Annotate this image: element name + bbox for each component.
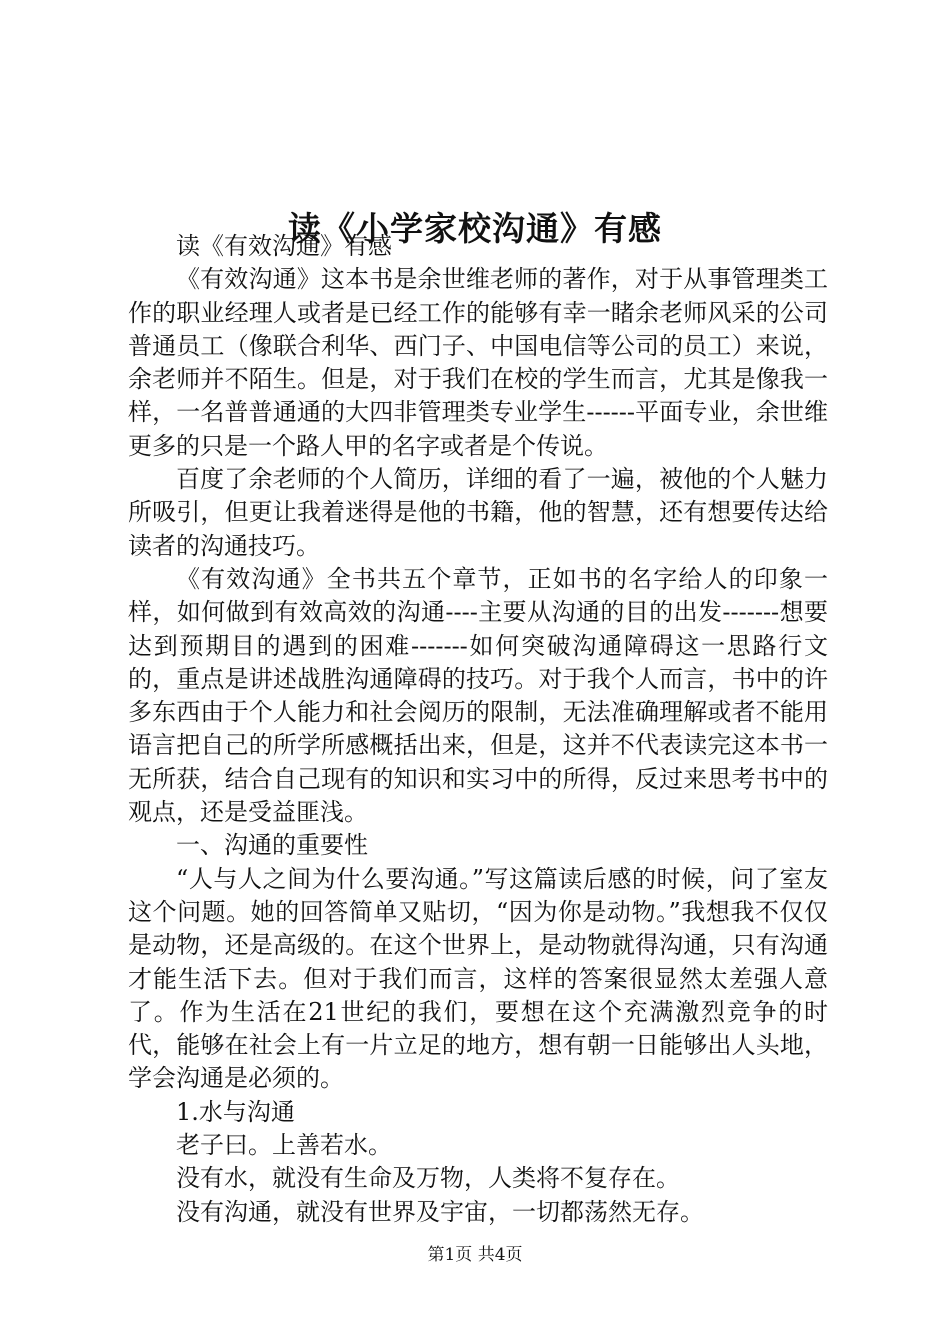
body-paragraph: “人与人之间为什么要沟通。”写这篇读后感的时候，问了室友这个问题。她的回答简单又贴切，“因为你是动物。”我想我不仅仅是动物，还是高级的。在这个世界上，是动物就得沟通，只有沟通才能生活下去。但对于我们而言，这样的答案很显然太差强人意了。作为生活在21世纪的我们，要想在这个充满激烈竞争的时代，能够在社会上有一片立足的地方，想有朝一日能够出人头地，学会沟通是必须的。 [128, 864, 828, 1093]
document-body [128, 230, 828, 1229]
body-paragraph: 没有水，就没有生命及万物，人类将不复存在。 [176, 1164, 680, 1193]
subtitle-paragraph: 读《有效沟通》有感 [176, 232, 392, 260]
subsection-heading: 1.水与沟通 [176, 1097, 295, 1126]
page-footer: 第1页 共4页 [427, 1245, 523, 1265]
section-heading: 一、沟通的重要性 [176, 831, 368, 860]
body-paragraph: 《有效沟通》全书共五个章节，正如书的名字给人的印象一样，如何做到有效高效的沟通----主要从沟通的目的出发-------想要达到预期目的遇到的困难-------如何突破沟通障碍这一思路行文的，重点是讲述战胜沟通障碍的技巧。对于我个人而言，书中的许多东西由于个人能力和社会阅历的限制，无法准确理解或者不能用语言把自己的所学所感概括出来，但是，这并不代表读完这本书一无所获，结合自己现有的知识和实习中的所得，反过来思考书中的观点，还是受益匪浅。 [128, 564, 828, 827]
body-paragraph: 老子曰。上善若水。 [176, 1131, 392, 1160]
document-title: 读《小学家校沟通》有感 [288, 209, 662, 249]
body-paragraph: 百度了余老师的个人简历，详细的看了一遍，被他的个人魅力所吸引，但更让我着迷得是他的书籍，他的智慧，还有想要传达给读者的沟通技巧。 [128, 465, 828, 560]
body-paragraph: 《有效沟通》这本书是余世维老师的著作，对于从事管理类工作的职业经理人或者是已经工作的能够有幸一睹余老师风采的公司普通员工（像联合利华、西门子、中国电信等公司的员工）来说，余老师并不陌生。但是，对于我们在校的学生而言，尤其是像我一样，一名普普通通的大四非管理类专业学生------平面专业，余世维更多的只是一个路人甲的名字或者是个传说。 [128, 265, 828, 460]
body-paragraph: 没有沟通，就没有世界及宇宙，一切都荡然无存。 [176, 1197, 704, 1226]
